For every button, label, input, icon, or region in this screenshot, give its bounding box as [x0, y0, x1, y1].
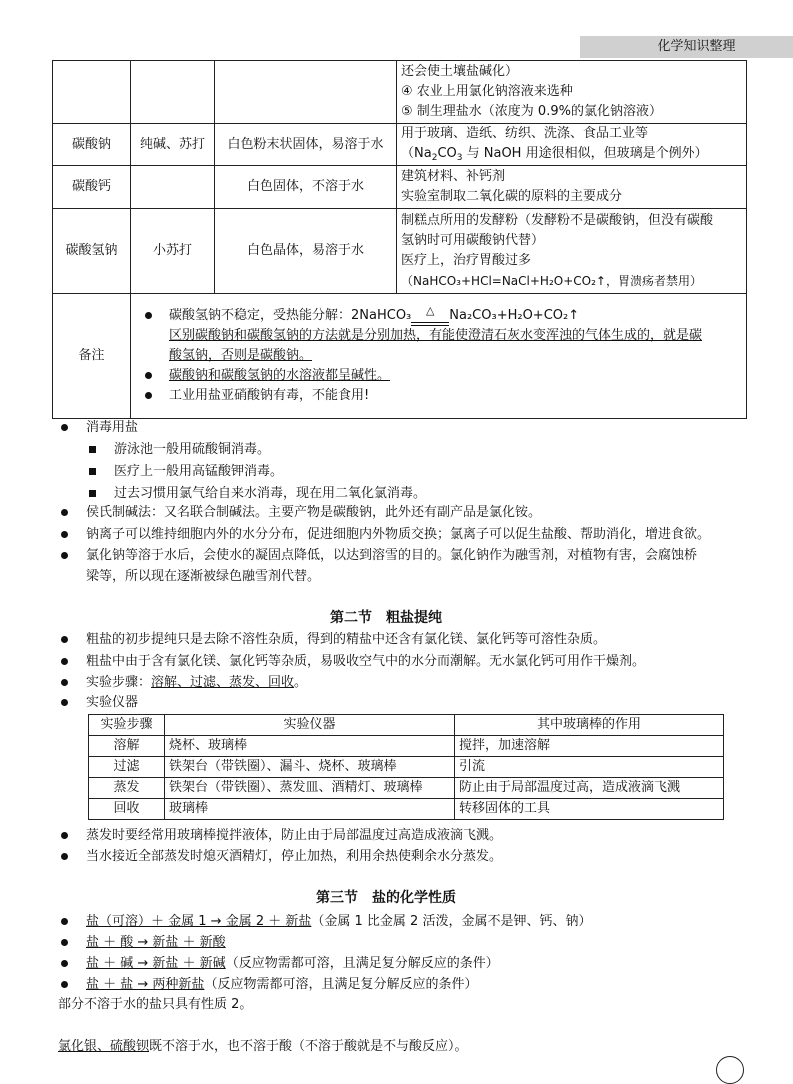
list-item: 侯氏制碱法：又名联合制碱法。主要产物是碳酸钠，此外还有副产品是氯化铵。	[58, 503, 541, 523]
use-line: ⑤ 制生理盐水（浓度为 0.9%的氯化钠溶液）	[401, 104, 662, 119]
table-cell: 铁架台（带铁圈）、蒸发皿、酒精灯、玻璃棒	[165, 778, 455, 799]
table-row	[89, 799, 724, 820]
table-cell: 铁架台（带铁圈）、漏斗、烧杯、玻璃棒	[165, 757, 455, 778]
section-heading: 第二节 粗盐提纯	[330, 610, 442, 626]
list-item: 氯化钠等溶于水后，会使水的凝固点降低，以达到溶雪的目的。氯化钠作为融雪剂，对植物有害，会腐蚀桥	[58, 546, 697, 566]
table-row	[89, 778, 724, 799]
salt-name: 碳酸钠	[53, 124, 131, 166]
salt-name: 碳酸钙	[53, 166, 131, 209]
notes-label: 备注	[53, 294, 131, 419]
bullet-icon	[61, 424, 68, 431]
use-line: 还会使土壤盐碱化）	[401, 64, 519, 79]
bullet-square-icon	[89, 446, 96, 453]
bullet-icon	[61, 509, 68, 516]
paragraph: 部分不溶于水的盐只具有性质 2。	[58, 997, 253, 1012]
use-line: ④ 农业上用氯化钠溶液来选种	[401, 84, 573, 99]
list-item: 医疗上一般用高锰酸钾消毒。	[86, 462, 283, 482]
bullet-square-icon	[89, 468, 96, 475]
use-line: （$Na_2CO_3$ 与 NaOH 用途很相似，但玻璃是个例外）	[401, 146, 708, 163]
page-number-circle	[716, 1056, 744, 1084]
table-cell: 蒸发	[89, 778, 165, 799]
use-line: 制糕点所用的发酵粉（发酵粉不是碳酸钠，但没有碳酸	[401, 213, 714, 228]
note-item: 碳酸钠和碳酸氢钠的水溶液都呈碱性。	[141, 366, 742, 386]
list-item: 蒸发时要经常用玻璃棒搅拌液体，防止由于局部温度过高造成液滴飞溅。	[58, 826, 502, 846]
table-cell: 溶解	[89, 736, 165, 757]
list-item: 盐（可溶）＋ 金属 1 → 金属 2 ＋ 新盐（金属 1 比金属 2 活泼，金属不是钾、钙、钠）	[58, 912, 591, 932]
salt-property: 白色固体，不溶于水	[215, 166, 397, 209]
list-item-continuation: 梁等，所以现在逐渐被绿色融雪剂代替。	[86, 569, 321, 584]
list-item: 实验仪器	[58, 693, 138, 713]
list-item: 粗盐的初步提纯只是去除不溶性杂质，得到的精盐中还含有氯化镁、氯化钙等可溶性杂质。	[58, 630, 606, 650]
bullet-icon	[61, 699, 68, 706]
note-line: 区别碳酸钠和碳酸氢钠的方法就是分别加热，有能使澄清石灰水变浑浊的气体生成的，就是碳	[169, 328, 703, 343]
note-line: 酸氢钠，否则是碳酸钠。	[169, 348, 313, 363]
list-item: 盐 ＋ 碱 → 新盐 ＋ 新碱（反应物需都可溶，且满足复分解反应的条件）	[58, 954, 499, 974]
use-line: 建筑材料、补钙剂	[401, 169, 506, 184]
column-header: 实验步骤	[89, 715, 165, 736]
use-line: 用于玻璃、造纸、纺织、洗涤、食品工业等	[401, 126, 649, 141]
table-cell: 回收	[89, 799, 165, 820]
table-cell: 玻璃棒	[165, 799, 455, 820]
table-header-row	[89, 715, 724, 736]
table-cell: 防止由于局部温度过高，造成液滴飞溅	[455, 778, 724, 799]
salt-name: 碳酸氢钠	[53, 209, 131, 294]
note-item: 工业用盐亚硝酸钠有毒，不能食用!	[141, 386, 742, 406]
table-cell: 引流	[455, 757, 724, 778]
salt-property: 白色晶体，易溶于水	[215, 209, 397, 294]
list-item: 盐 ＋ 酸 → 新盐 ＋ 新酸	[58, 933, 226, 953]
list-item: 钠离子可以维持细胞内外的水分分布，促进细胞内外物质交换；氯离子可以促生盐酸、帮助消化，增进食欲。	[58, 525, 710, 545]
list-item: 过去习惯用氯气给自来水消毒，现在用二氧化氯消毒。	[86, 484, 426, 504]
table-cell: 烧杯、玻璃棒	[165, 736, 455, 757]
list-item: 实验步骤：溶解、过滤、蒸发、回收。	[58, 673, 307, 693]
bullet-icon	[61, 552, 68, 559]
section-heading: 第三节 盐的化学性质	[316, 890, 456, 906]
salt-alias: 纯碱、苏打	[131, 124, 215, 166]
column-header: 其中玻璃棒的作用	[455, 715, 724, 736]
list-item: 粗盐中由于含有氯化镁、氯化钙等杂质，易吸收空气中的水分而潮解。无水氯化钙可用作干燥剂。	[58, 652, 645, 672]
note-item: 碳酸氢钠不稳定，受热能分解：2NaHCO₃ △ Na₂CO₃+H₂O+CO₂↑	[141, 306, 742, 326]
use-line: 氢钠时可用碳酸钠代替）	[401, 233, 545, 248]
use-line: 医疗上，治疗胃酸过多	[401, 253, 532, 268]
bullet-square-icon	[89, 490, 96, 497]
table-cell: 搅拌，加速溶解	[455, 736, 724, 757]
list-item: 游泳池一般用硫酸铜消毒。	[86, 440, 270, 460]
instrument-table	[88, 714, 724, 820]
table-row	[89, 736, 724, 757]
salt-property: 白色粉末状固体，易溶于水	[215, 124, 397, 166]
bullet-icon	[61, 658, 68, 665]
list-item: 盐 ＋ 盐 → 两种新盐（反应物需都可溶，且满足复分解反应的条件）	[58, 975, 477, 995]
table-row	[89, 757, 724, 778]
bullet-icon	[61, 636, 68, 643]
paragraph: 氯化银、硫酸钡既不溶于水，也不溶于酸（不溶于酸就是不与酸反应）。	[58, 1039, 468, 1054]
bullet-icon	[61, 531, 68, 538]
bullet-icon	[61, 679, 68, 686]
use-line: （NaHCO₃+HCl=NaCl+H₂O+CO₂↑，胃溃疡者禁用）	[401, 274, 702, 288]
list-item: 当水接近全部蒸发时熄灭酒精灯，停止加热，利用余热使剩余水分蒸发。	[58, 847, 502, 867]
column-header: 实验仪器	[165, 715, 455, 736]
list-item: 消毒用盐	[58, 418, 138, 438]
salt-alias: 小苏打	[131, 209, 215, 294]
table-cell: 转移固体的工具	[455, 799, 724, 820]
table-cell: 过滤	[89, 757, 165, 778]
heat-condition: △	[411, 312, 449, 326]
header-title: 化学知识整理	[657, 39, 736, 54]
use-line: 实验室制取二氧化碳的原料的主要成分	[401, 189, 623, 204]
